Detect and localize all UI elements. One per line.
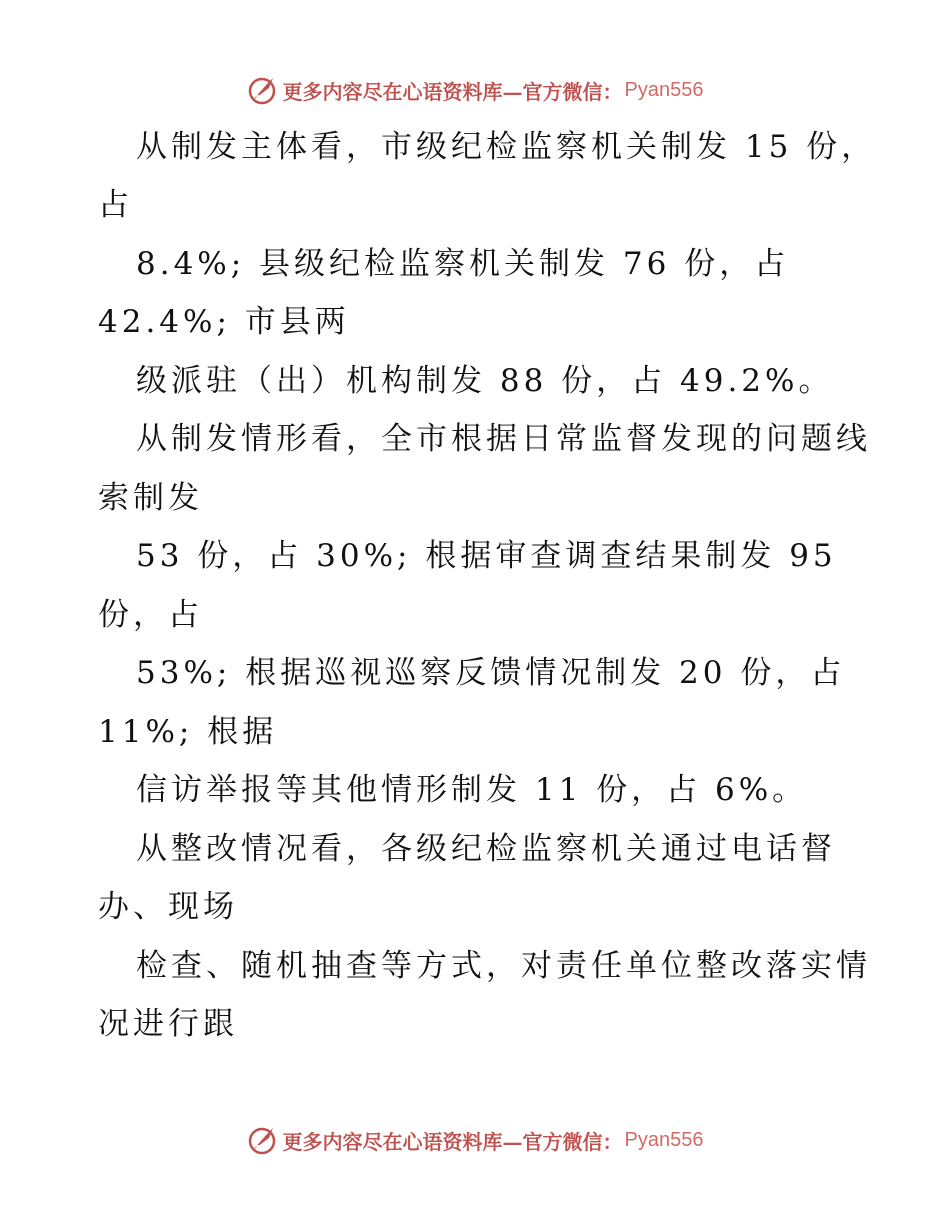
body-line: 索制发 [98, 480, 203, 516]
watermark-text: 更多内容尽在心语资料库—官方微信： [282, 79, 623, 104]
watermark-wechat-id: Pyan556 [624, 78, 704, 101]
body-line: 53 份，占 30%; 根据审查调查结果制发 95 [136, 538, 837, 574]
body-line: 况进行跟 [98, 1006, 238, 1042]
watermark-wechat-id: Pyan556 [624, 1128, 704, 1151]
body-line: 占 [98, 187, 133, 223]
watermark-footer [0, 1120, 950, 1160]
body-line: 从制发情形看，全市根据日常监督发现的问题线 [136, 421, 871, 457]
body-line: 检查、随机抽查等方式，对责任单位整改落实情 [136, 948, 871, 984]
body-line: 42.4%; 市县两 [98, 304, 350, 340]
body-line: 11%; 根据 [98, 714, 278, 750]
body-line: 办、现场 [98, 889, 238, 925]
watermark-text: 更多内容尽在心语资料库—官方微信： [282, 1129, 623, 1154]
feather-pen-icon [247, 1124, 279, 1156]
feather-pen-icon [247, 74, 279, 106]
body-line: 从整改情况看，各级纪检监察机关通过电话督 [136, 831, 836, 867]
body-line: 份，占 [98, 597, 203, 633]
watermark-header [0, 70, 950, 110]
body-line: 从制发主体看，市级纪检监察机关制发 15 份， [136, 129, 877, 165]
body-line: 53%; 根据巡视巡察反馈情况制发 20 份，占 [136, 655, 846, 691]
body-line: 8.4%; 县级纪检监察机关制发 76 份，占 [136, 246, 790, 282]
body-line: 级派驻（出）机构制发 88 份，占 49.2%。 [136, 363, 834, 399]
body-line: 信访举报等其他情形制发 11 份，占 6%。 [136, 772, 808, 808]
